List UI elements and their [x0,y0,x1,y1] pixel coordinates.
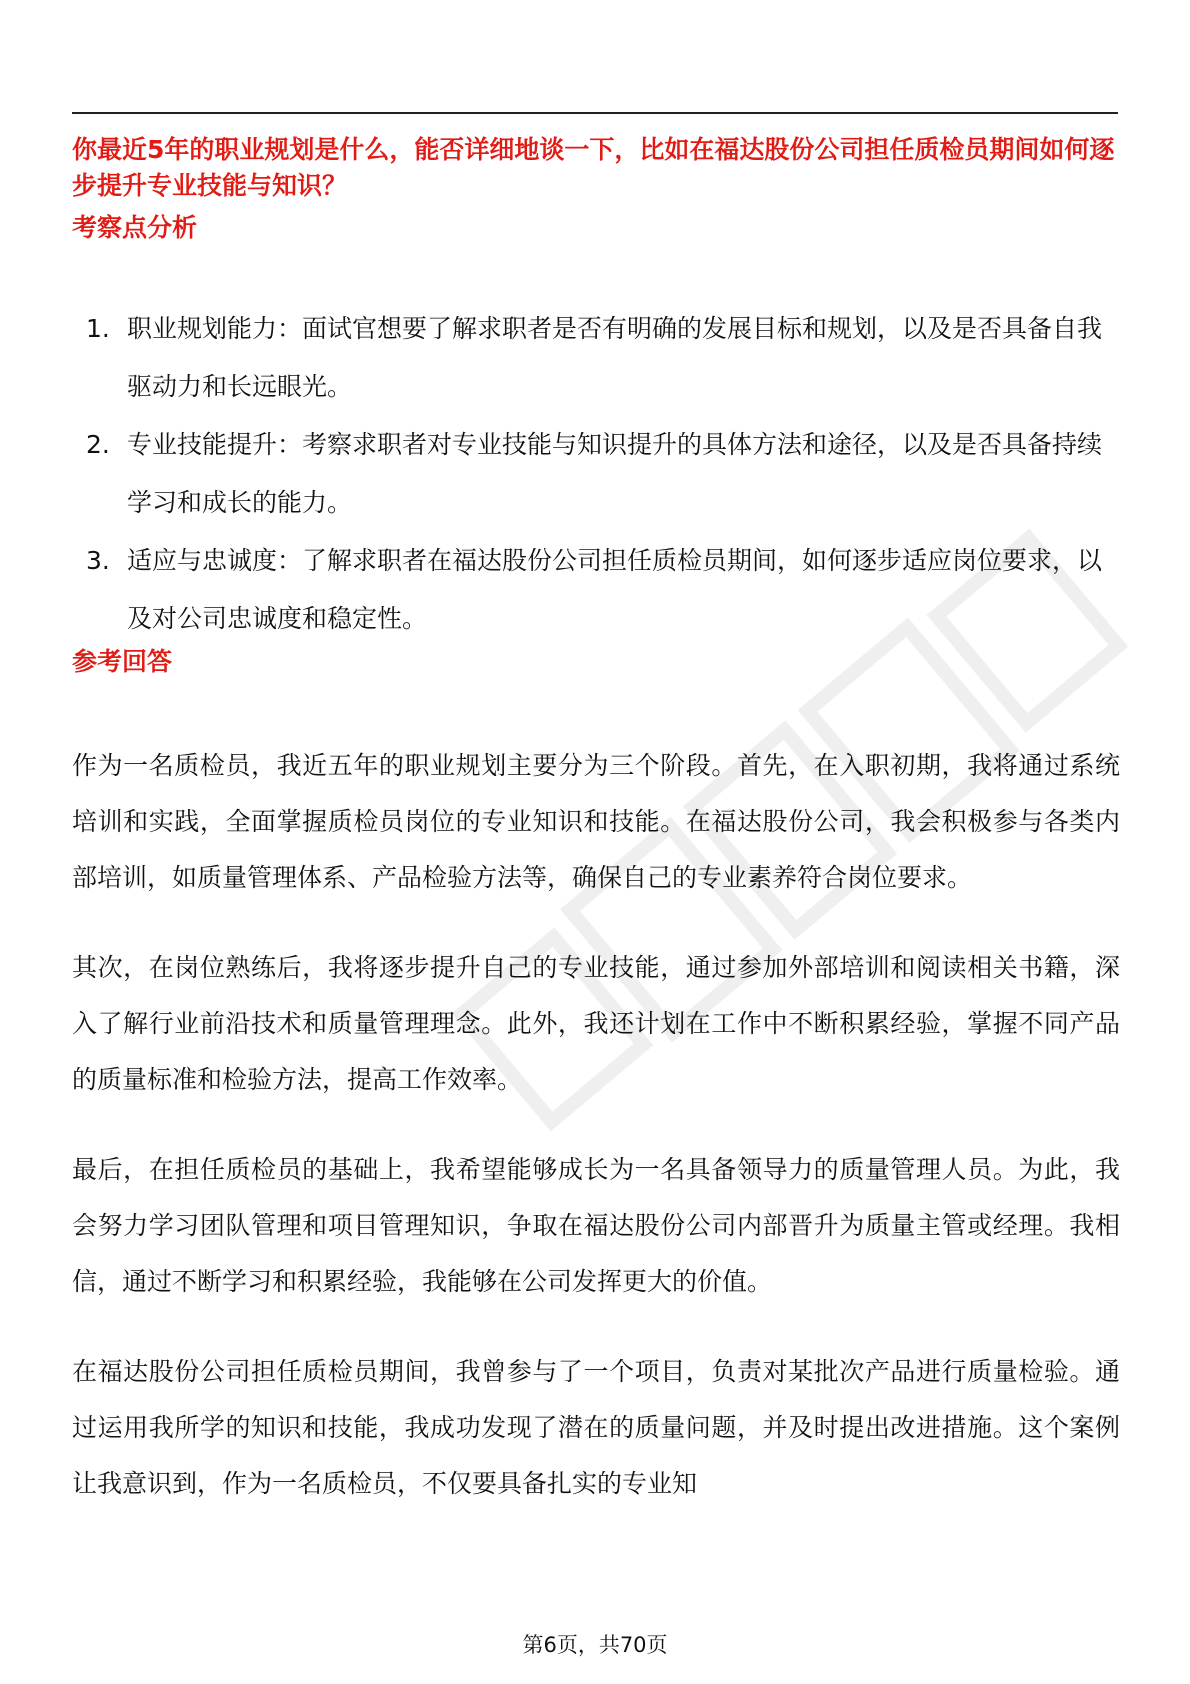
answer-paragraph: 作为一名质检员，我近五年的职业规划主要分为三个阶段。首先，在入职初期，我将通过系统培训和实践，全面掌握质检员岗位的专业知识和技能。在福达股份公司，我会积极参与各类内部培训，如质量管理体系、产品检验方法等，确保自己的专业素养符合岗位要求。 [72,751,1120,892]
answer-body [72,738,1120,1546]
point-number: 1. [86,314,110,343]
answer-paragraph: 其次，在岗位熟练后，我将逐步提升自己的专业技能，通过参加外部培训和阅读相关书籍，深入了解行业前沿技术和质量管理理念。此外，我还计划在工作中不断积累经验，掌握不同产品的质量标准和检验方法，提高工作效率。 [72,953,1120,1094]
analysis-point [72,300,1122,416]
answer-heading: 参考回答 [72,647,173,676]
answer-paragraph: 最后，在担任质检员的基础上，我希望能够成长为一名具备领导力的质量管理人员。为此，我会努力学习团队管理和项目管理知识，争取在福达股份公司内部晋升为质量主管或经理。我相信，通过不断学习和积累经验，我能够在公司发挥更大的价值。 [72,1155,1120,1296]
analysis-heading: 考察点分析 [72,213,198,242]
answer-paragraph: 在福达股份公司担任质检员期间，我曾参与了一个项目，负责对某批次产品进行质量检验。通过运用我所学的知识和技能，我成功发现了潜在的质量问题，并及时提出改进措施。这个案例让我意识到，作为一名质检员，不仅要具备扎实的专业知 [72,1357,1120,1498]
analysis-points-list [72,300,1122,648]
header-divider [72,112,1118,114]
point-number: 2. [86,430,110,459]
point-text: 适应与忠诚度：了解求职者在福达股份公司担任质检员期间，如何逐步适应岗位要求，以及对公司忠诚度和稳定性。 [127,546,1103,633]
point-number: 3. [86,546,110,575]
analysis-point [72,416,1122,532]
point-text: 专业技能提升：考察求职者对专业技能与知识提升的具体方法和途径，以及是否具备持续学习和成长的能力。 [127,430,1103,517]
page-footer: 第6页，共70页 [522,1633,668,1657]
question-title: 你最近5年的职业规划是什么，能否详细地谈一下，比如在福达股份公司担任质检员期间如何逐步提升专业技能与知识？ [72,135,1115,200]
analysis-point [72,532,1122,648]
point-text: 职业规划能力：面试官想要了解求职者是否有明确的发展目标和规划，以及是否具备自我驱动力和长远眼光。 [127,314,1103,401]
